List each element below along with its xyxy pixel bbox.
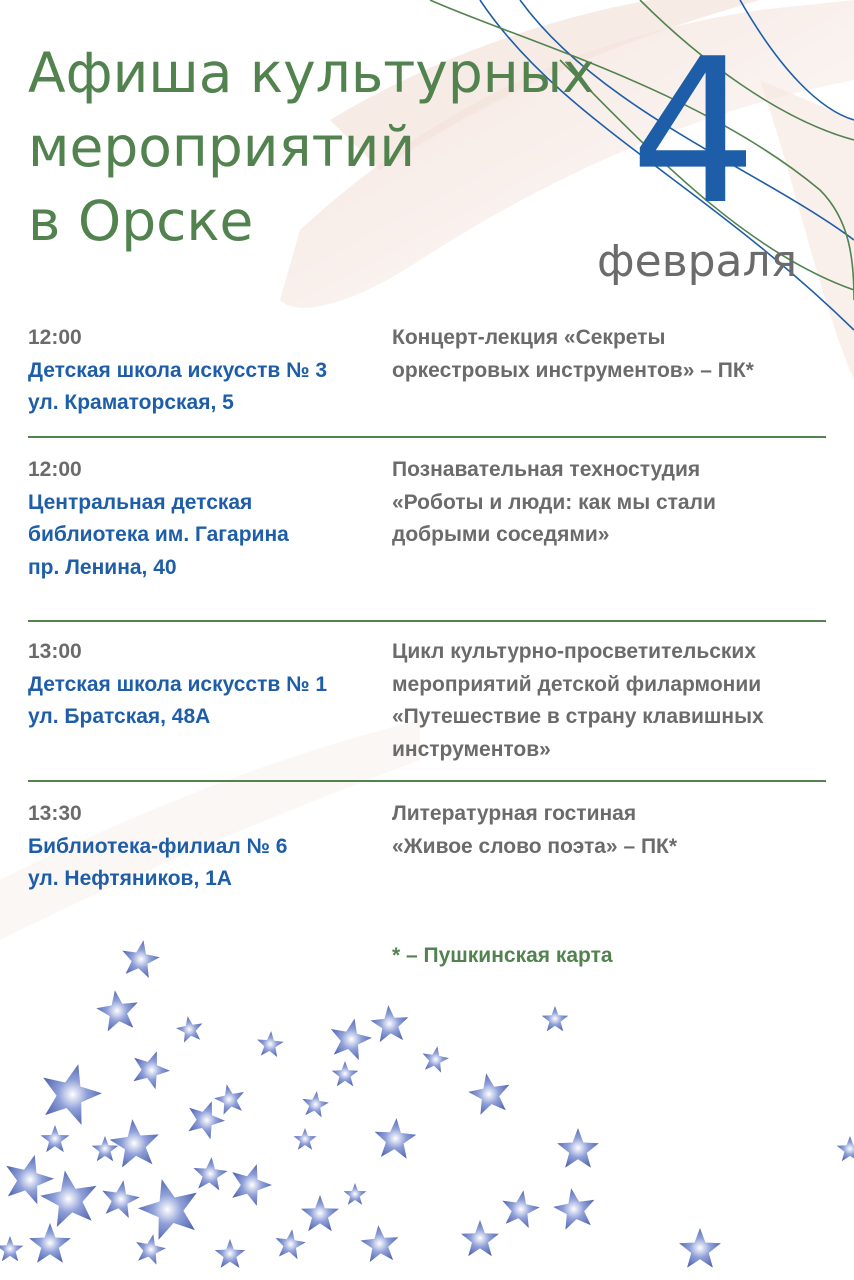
title-line: в Орске: [28, 189, 254, 253]
star-icon: [301, 1195, 339, 1231]
star-icon: [502, 1190, 540, 1228]
star-icon: [375, 1118, 417, 1159]
event-item: [28, 322, 826, 438]
star-icon: [423, 1046, 449, 1072]
star-icon: [215, 1239, 245, 1268]
footnote: * – Пушкинская карта: [392, 944, 613, 967]
event-time: 12:00: [28, 458, 82, 481]
event-description: мероприятий детской филармонии: [392, 672, 762, 696]
event-description: добрыми соседями»: [392, 523, 610, 546]
star-icon: [188, 1101, 225, 1139]
star-icon: [302, 1091, 328, 1117]
star-icon: [679, 1228, 721, 1268]
event-item: [28, 438, 826, 622]
page-title: [28, 36, 595, 258]
date-day: 4: [630, 16, 758, 249]
star-icon: [468, 1073, 509, 1115]
star-icon: [102, 1180, 140, 1218]
star-icon: [257, 1031, 284, 1057]
event-time: 13:00: [28, 640, 82, 663]
event-venue: библиотека им. Гагарина: [28, 523, 289, 546]
event-description: оркестровых инструментов» – ПК*: [392, 358, 754, 382]
star-icon: [193, 1157, 227, 1190]
star-icon: [294, 1128, 317, 1150]
event-list: [28, 322, 826, 896]
event-description: Познавательная техностудия: [392, 458, 701, 481]
star-icon: [138, 1179, 197, 1240]
star-icon: [331, 1019, 372, 1061]
star-icon: [232, 1164, 272, 1206]
star-icon: [837, 1136, 854, 1161]
event-item: [28, 622, 826, 782]
star-icon: [0, 1236, 23, 1261]
event-venue: Центральная детская: [28, 490, 253, 514]
star-icon: [557, 1128, 599, 1168]
date-month: февраля: [597, 236, 798, 287]
star-icon: [41, 1125, 70, 1152]
event-item: [28, 782, 826, 896]
event-description: «Живое слово поэта» – ПК*: [392, 834, 678, 858]
title-line: Афиша культурных: [28, 41, 595, 105]
star-icon: [214, 1084, 244, 1114]
event-time: 12:00: [28, 326, 82, 349]
event-time: 13:30: [28, 802, 82, 825]
event-description: Литературная гостиная: [392, 802, 637, 825]
event-description: «Путешествие в страну клавишных: [392, 705, 764, 728]
star-icon: [110, 1119, 159, 1167]
star-icon: [276, 1229, 306, 1259]
event-venue: Библиотека-филиал № 6: [28, 834, 288, 858]
event-description: «Роботы и люди: как мы стали: [392, 490, 716, 514]
star-icon: [96, 990, 138, 1031]
event-address: ул. Краматорская, 5: [28, 391, 234, 414]
star-icon: [136, 1234, 166, 1264]
star-icon: [461, 1220, 499, 1256]
event-address: пр. Ленина, 40: [28, 555, 177, 579]
event-address: ул. Нефтяников, 1А: [28, 867, 232, 890]
star-icon: [344, 1183, 367, 1205]
star-icon: [122, 940, 160, 978]
star-icon: [361, 1225, 399, 1262]
event-address: ул. Братская, 48А: [28, 705, 211, 728]
event-description: инструментов»: [392, 737, 551, 761]
star-icon: [133, 1051, 170, 1089]
star-icon: [553, 1188, 594, 1230]
star-icon: [332, 1061, 359, 1086]
event-description: Концерт-лекция «Секреты: [392, 326, 666, 349]
event-venue: Детская школа искусств № 1: [28, 672, 328, 696]
star-icon: [176, 1016, 202, 1042]
star-icon: [371, 1005, 409, 1042]
event-description: Цикл культурно-просветительских: [392, 640, 757, 663]
star-icon: [43, 1064, 102, 1125]
star-icon: [29, 1223, 71, 1263]
event-venue: Детская школа искусств № 3: [28, 358, 328, 382]
star-icon: [542, 1006, 569, 1031]
title-line: мероприятий: [28, 115, 416, 179]
